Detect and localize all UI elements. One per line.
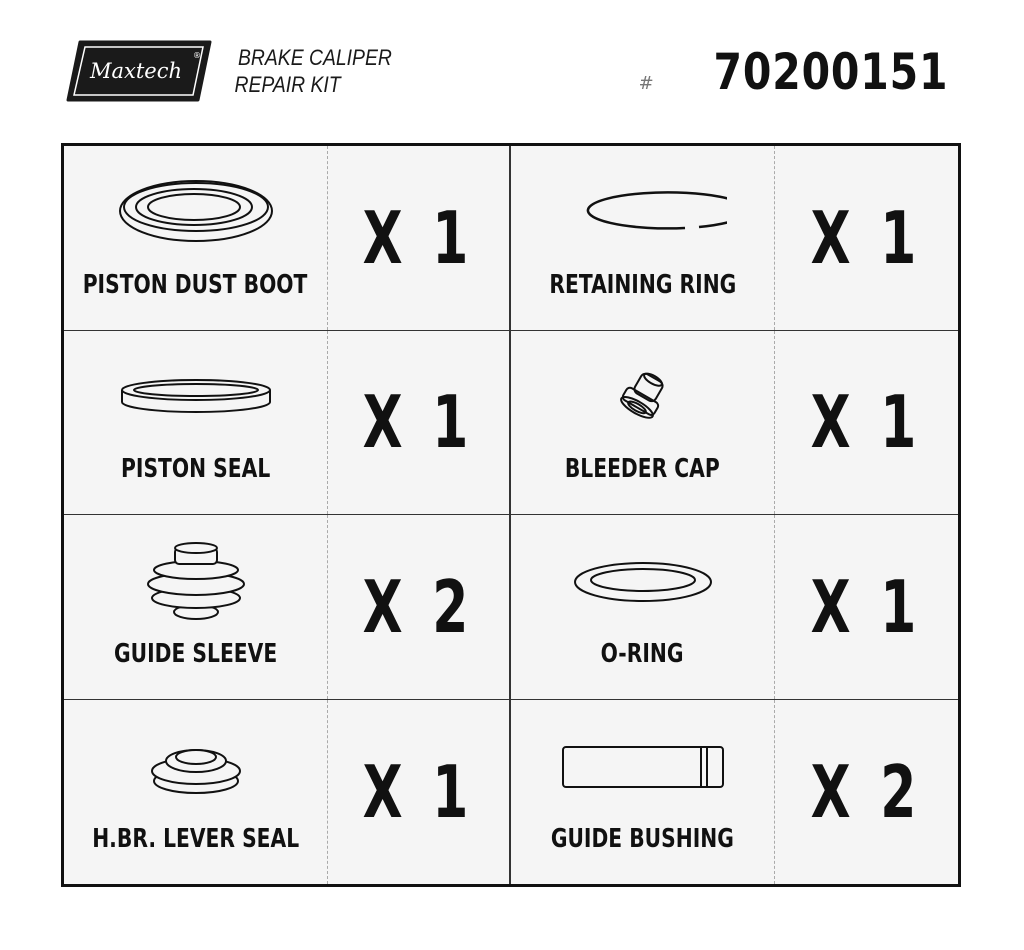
bleeder-cap-icon bbox=[613, 369, 673, 425]
lever-seal-icon bbox=[149, 737, 243, 797]
part-quantity: X 1 bbox=[362, 380, 475, 465]
kit-title bbox=[234, 44, 392, 98]
part-label: PISTON SEAL bbox=[120, 454, 271, 484]
part-cell bbox=[511, 331, 958, 516]
brand-name: Maxtech bbox=[89, 59, 183, 83]
part-quantity: X 1 bbox=[810, 380, 923, 465]
part-cell bbox=[64, 515, 511, 700]
parts-grid bbox=[61, 143, 961, 887]
part-label: PISTON DUST BOOT bbox=[83, 269, 308, 300]
kit-title-line1: BRAKE CALIPER bbox=[238, 45, 392, 70]
part-number-value: 70200151 bbox=[713, 43, 948, 101]
part-label: O-RING bbox=[601, 638, 684, 669]
piston-seal-icon bbox=[118, 372, 274, 422]
part-cell bbox=[511, 146, 958, 331]
part-number-prefix: # bbox=[638, 73, 654, 94]
part-cell bbox=[511, 700, 958, 885]
part-label: H.BR. LEVER SEAL bbox=[92, 824, 299, 854]
part-number bbox=[639, 44, 948, 100]
guide-sleeve-icon bbox=[146, 540, 246, 624]
part-cell bbox=[511, 515, 958, 700]
registered-mark: ® bbox=[193, 51, 201, 60]
piston-dust-boot-icon bbox=[116, 177, 276, 249]
part-quantity: X 1 bbox=[362, 195, 475, 280]
part-quantity: X 1 bbox=[810, 195, 923, 280]
guide-bushing-icon bbox=[559, 743, 727, 791]
part-cell bbox=[64, 331, 511, 516]
part-label: GUIDE BUSHING bbox=[550, 824, 735, 854]
o-ring-icon bbox=[571, 558, 715, 606]
retaining-ring-icon bbox=[559, 188, 727, 238]
brand-logo bbox=[66, 40, 212, 102]
part-quantity: X 1 bbox=[362, 749, 475, 834]
part-label: RETAINING RING bbox=[549, 269, 736, 300]
part-quantity: X 2 bbox=[362, 564, 475, 649]
part-cell bbox=[64, 700, 511, 885]
part-label: GUIDE SLEEVE bbox=[113, 638, 278, 669]
part-cell bbox=[64, 146, 511, 331]
part-quantity: X 2 bbox=[810, 749, 923, 834]
part-quantity: X 1 bbox=[810, 564, 923, 649]
part-label: BLEEDER CAP bbox=[565, 454, 720, 484]
kit-title-line2: REPAIR KIT bbox=[234, 72, 341, 97]
